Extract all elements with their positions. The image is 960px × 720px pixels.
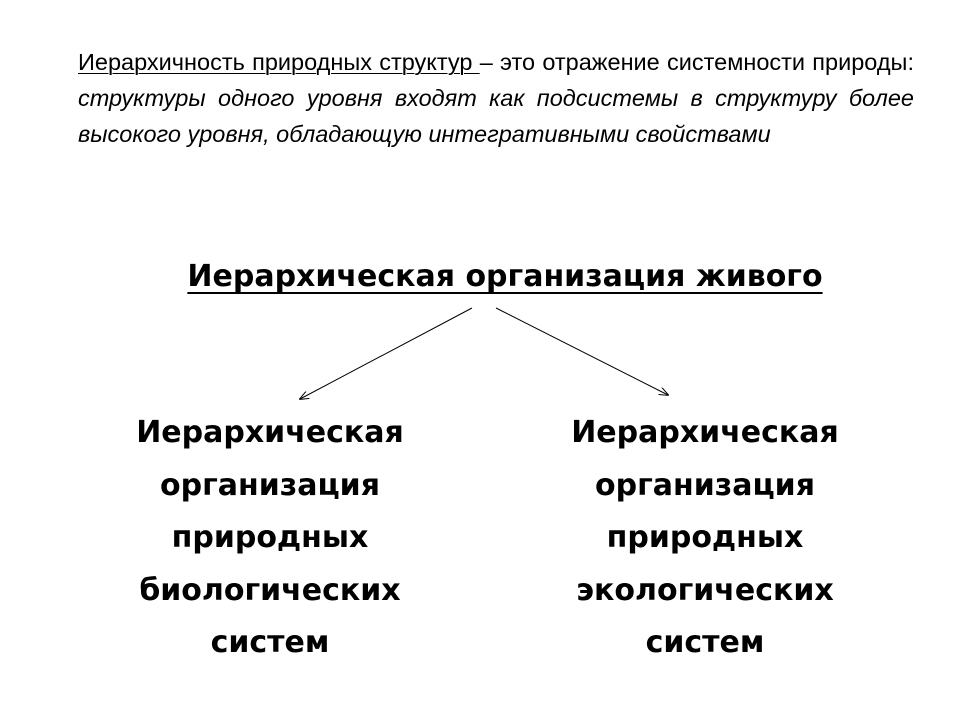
branch-line: Иерархическая	[571, 415, 839, 450]
definition-plain-text: – это отражение системности природы:	[479, 49, 914, 75]
branch-biological-systems	[80, 407, 460, 670]
branch-line: организация	[160, 467, 380, 503]
branch-ecological-systems	[515, 407, 895, 670]
definition-paragraph	[78, 44, 914, 152]
branch-line: Иерархическая	[136, 415, 404, 450]
definition-term: Иерархичность природных структур	[78, 49, 480, 75]
branch-line: природных	[606, 520, 804, 555]
branch-line: биологических	[139, 572, 401, 608]
main-heading-text: Иерархическая организация живого	[187, 259, 823, 294]
branch-line: систем	[210, 625, 330, 660]
definition-italic-text: структуры одного уровня входят как подсистемы в структуру более высокого уровня, обладающую интегративными свойствами	[78, 85, 914, 147]
branch-line: систем	[645, 625, 765, 660]
arrow-left	[300, 308, 472, 399]
branch-line: экологических	[576, 572, 834, 608]
main-heading	[0, 252, 960, 302]
branch-line: природных	[171, 520, 369, 555]
arrow-right	[496, 308, 668, 395]
branch-line: организация	[595, 467, 815, 503]
